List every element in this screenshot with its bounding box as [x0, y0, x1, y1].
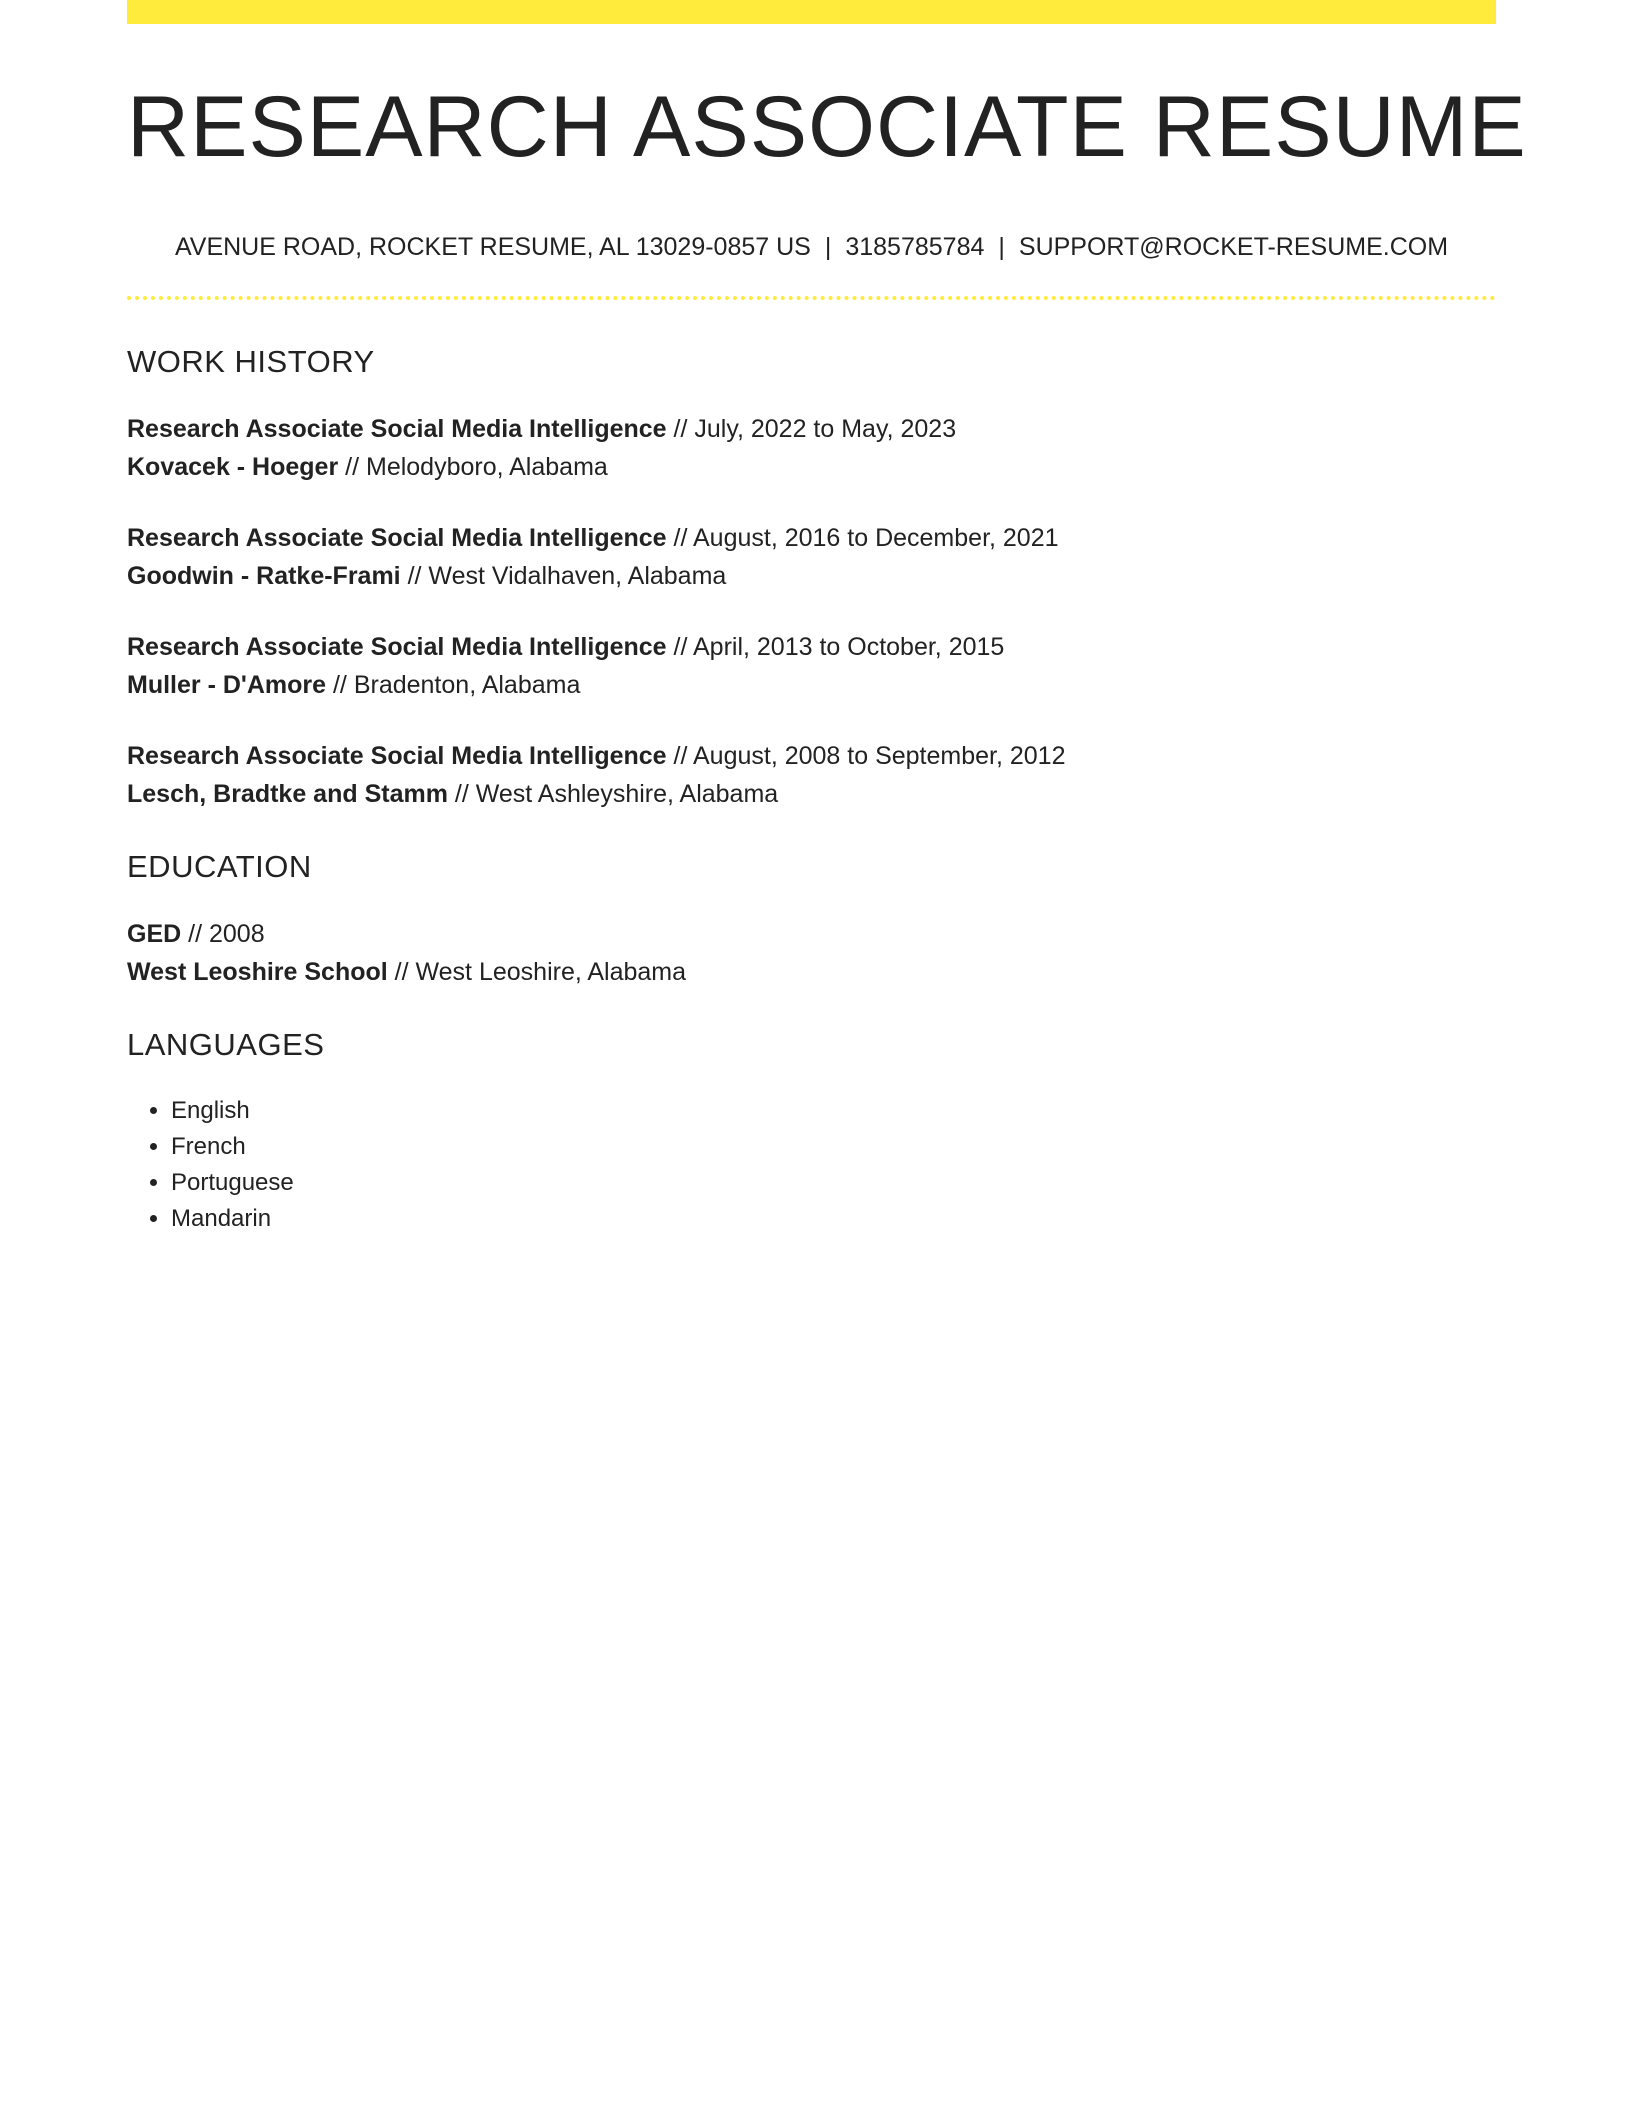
company-location: // West Ashleyshire, Alabama: [454, 779, 779, 808]
education-section: [127, 849, 1496, 991]
job-dates: // April, 2013 to October, 2015: [673, 632, 1005, 661]
dotted-divider: [127, 296, 1496, 300]
contact-address: AVENUE ROAD, ROCKET RESUME, AL 13029-0857 US: [174, 232, 811, 261]
company-name: Kovacek - Hoeger: [127, 452, 339, 481]
job-title: Research Associate Social Media Intelligence: [127, 741, 667, 770]
accent-top-bar: [127, 0, 1496, 24]
job-dates: // August, 2008 to September, 2012: [673, 741, 1066, 770]
degree-name: GED: [127, 919, 182, 948]
education-entry: [127, 915, 1496, 991]
page-title: RESEARCH ASSOCIATE RESUME: [127, 79, 1527, 175]
contact-separator: |: [998, 232, 1005, 261]
school-location: // West Leoshire, Alabama: [394, 957, 687, 986]
company-name: Lesch, Bradtke and Stamm: [127, 779, 448, 808]
language-item: • French: [171, 1129, 1496, 1165]
degree-year: // 2008: [188, 919, 265, 948]
languages-section: [127, 1027, 1496, 1237]
work-entry: [127, 628, 1496, 704]
contact-line: [127, 233, 1496, 262]
job-dates: // August, 2016 to December, 2021: [673, 523, 1059, 552]
contact-phone: 3185785784: [845, 232, 985, 261]
company-name: Muller - D'Amore: [127, 670, 327, 699]
work-entry: [127, 519, 1496, 595]
language-item: • English: [171, 1093, 1496, 1129]
language-item: • Portuguese: [171, 1165, 1496, 1201]
resume-page: [127, 0, 1527, 1237]
section-heading-education: EDUCATION: [127, 848, 312, 884]
work-entry: [127, 737, 1496, 813]
job-title: Research Associate Social Media Intelligence: [127, 414, 667, 443]
language-item: • Mandarin: [171, 1201, 1496, 1237]
work-history-section: [127, 344, 1496, 813]
company-location: // Melodyboro, Alabama: [345, 452, 608, 481]
job-dates: // July, 2022 to May, 2023: [673, 414, 957, 443]
job-title: Research Associate Social Media Intelligence: [127, 523, 667, 552]
school-name: West Leoshire School: [127, 957, 388, 986]
section-heading-languages: LANGUAGES: [127, 1026, 325, 1062]
work-entry: [127, 410, 1496, 486]
contact-separator: |: [824, 232, 832, 261]
languages-list: [127, 1093, 1496, 1237]
job-title: Research Associate Social Media Intelligence: [127, 632, 667, 661]
contact-email: SUPPORT@ROCKET-RESUME.COM: [1018, 232, 1449, 261]
company-location: // West Vidalhaven, Alabama: [407, 561, 727, 590]
section-heading-work-history: WORK HISTORY: [127, 343, 375, 379]
company-name: Goodwin - Ratke-Frami: [127, 561, 401, 590]
company-location: // Bradenton, Alabama: [332, 670, 581, 699]
